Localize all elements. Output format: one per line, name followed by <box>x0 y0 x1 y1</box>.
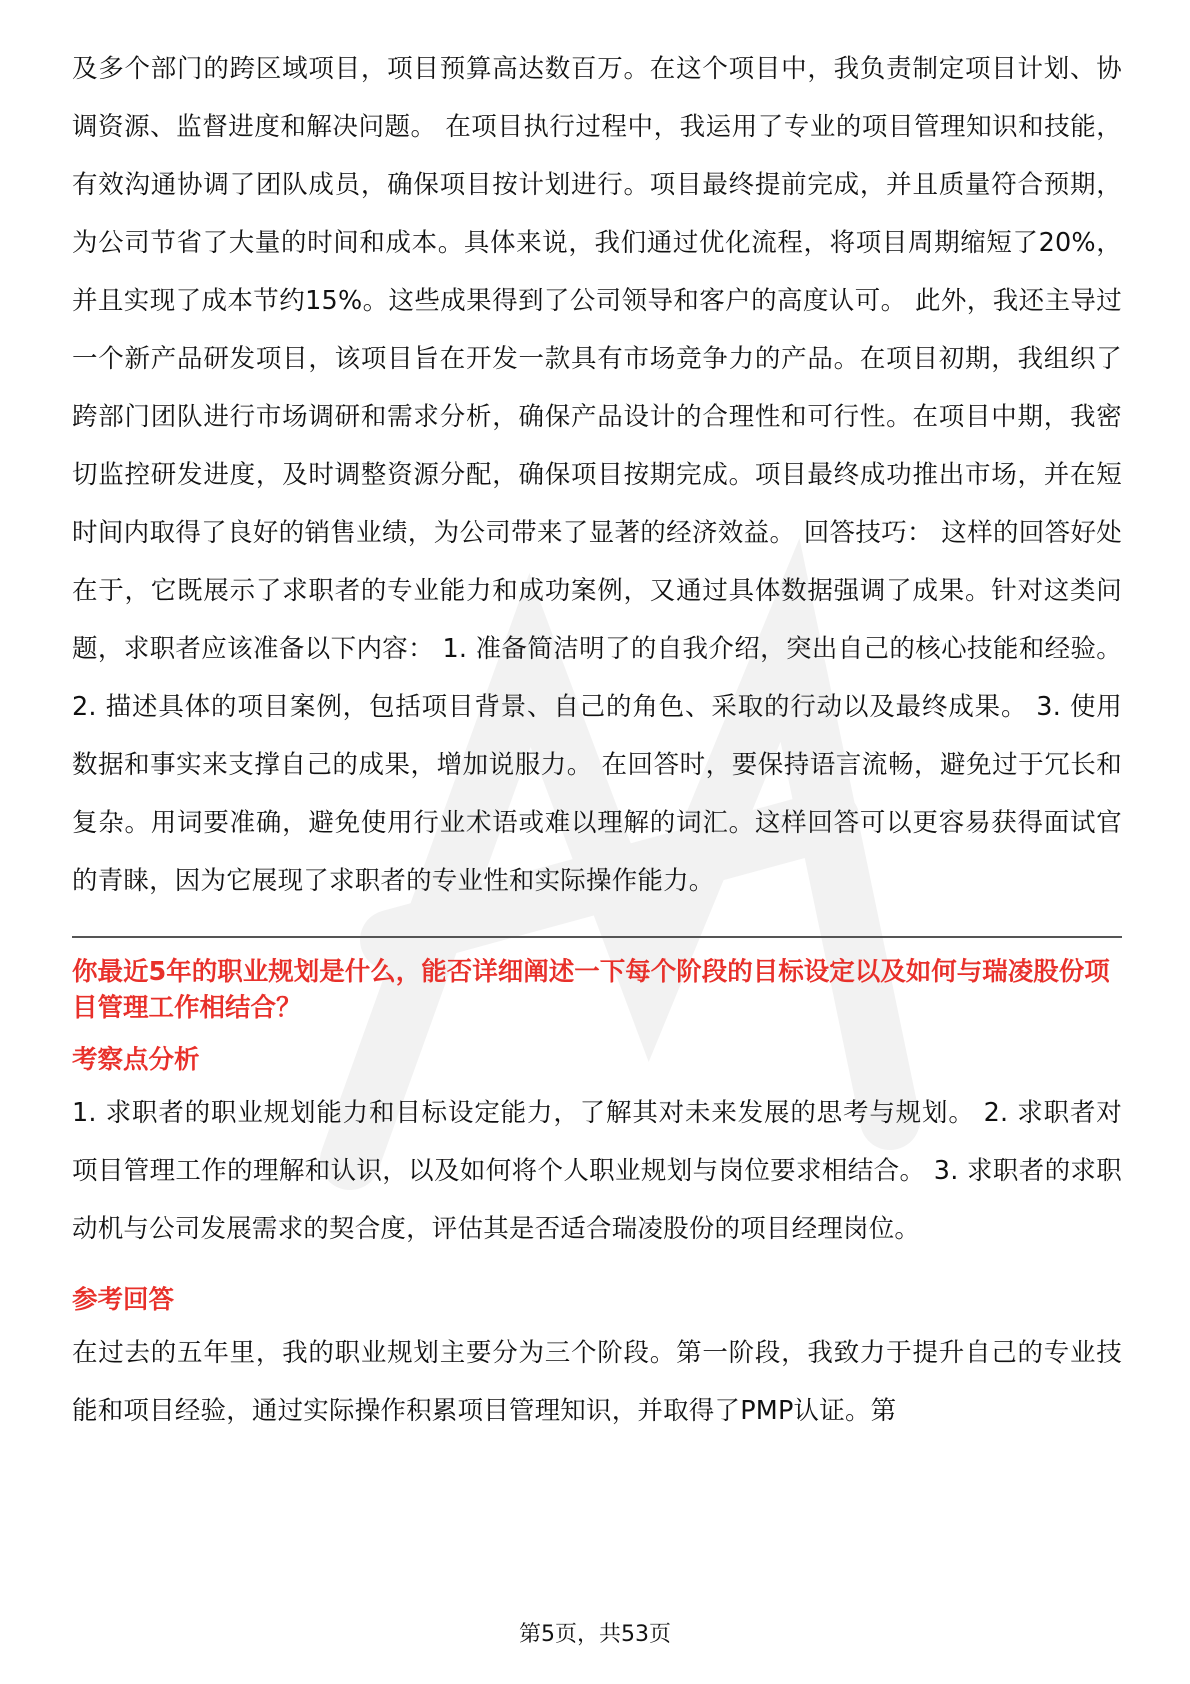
reference-text: 在过去的五年里，我的职业规划主要分为三个阶段。第一阶段，我致力于提升自己的专业技能和项目经验，通过实际操作积累项目管理知识，并取得了PMP认证。第 <box>72 1338 1122 1426</box>
question-heading: 你最近5年的职业规划是什么，能否详细阐述一下每个阶段的目标设定以及如何与瑞凌股份项目管理工作相结合？ <box>72 957 1110 1023</box>
main-content <box>72 40 1122 1440</box>
section-divider <box>72 936 1122 938</box>
analysis-title: 考察点分析 <box>72 1045 200 1075</box>
body-paragraph: 及多个部门的跨区域项目，项目预算高达数百万。在这个项目中，我负责制定项目计划、协调资源、监督进度和解决问题。 在项目执行过程中，我运用了专业的项目管理知识和技能，有效沟通协调了团队成员，确保项目按计划进行。项目最终提前完成，并且质量符合预期，为公司节省了大量的时间和成本。具体来说，我们通过优化流程，将项目周期缩短了20%，并且实现了成本节约15%。这些成果得到了公司领导和客户的高度认可。 此外，我还主导过一个新产品研发项目，该项目旨在开发一款具有市场竞争力的产品。在项目初期，我组织了跨部门团队进行市场调研和需求分析，确保产品设计的合理性和可行性。在项目中期，我密切监控研发进度，及时调整资源分配，确保项目按期完成。项目最终成功推出市场，并在短时间内取得了良好的销售业绩，为公司带来了显著的经济效益。 回答技巧： 这样的回答好处在于，它既展示了求职者的专业能力和成功案例，又通过具体数据强调了成果。针对这类问题，求职者应该准备以下内容： 1. 准备简洁明了的自我介绍，突出自己的核心技能和经验。 2. 描述具体的项目案例，包括项目背景、自己的角色、采取的行动以及最终成果。 3. 使用数据和事实来支撑自己的成果，增加说服力。 在回答时，要保持语言流畅，避免过于冗长和复杂。用词要准确，避免使用行业术语或难以理解的词汇。这样回答可以更容易获得面试官的青睐，因为它展现了求职者的专业性和实际操作能力。 <box>72 54 1122 896</box>
analysis-text: 1. 求职者的职业规划能力和目标设定能力，了解其对未来发展的思考与规划。 2. 求职者对项目管理工作的理解和认识，以及如何将个人职业规划与岗位要求相结合。 3. 求职者的求职动机与公司发展需求的契合度，评估其是否适合瑞凌股份的项目经理岗位。 <box>72 1098 1122 1244</box>
page-number: 第5页，共53页 <box>519 1622 671 1647</box>
reference-title: 参考回答 <box>72 1285 175 1315</box>
